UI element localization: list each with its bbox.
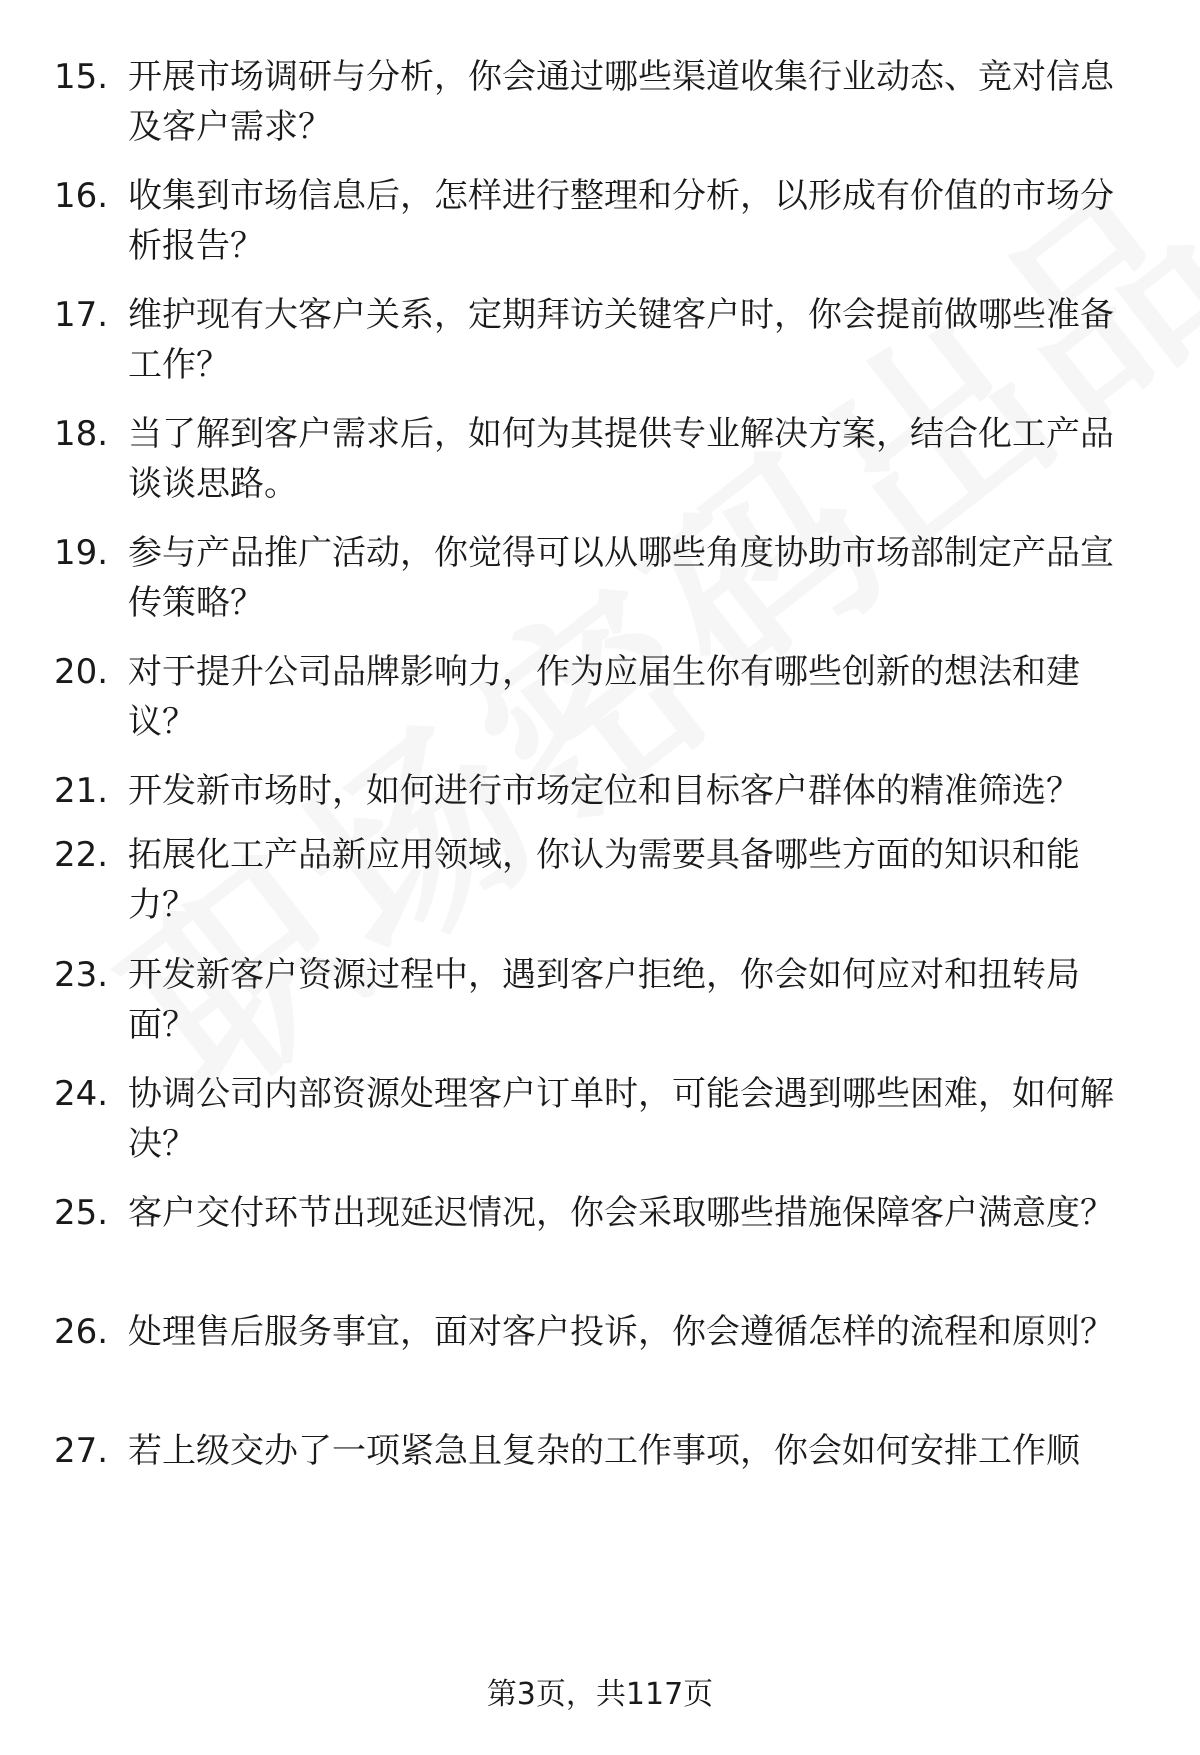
question-number: 19. xyxy=(54,533,109,573)
question-number: 21. xyxy=(54,771,109,811)
question-text: 处理售后服务事宜，面对客户投诉，你会遵循怎样的流程和原则？ xyxy=(128,1312,1114,1352)
question-number: 26. xyxy=(54,1312,109,1352)
question-number: 23. xyxy=(54,955,109,995)
question-text: 收集到市场信息后，怎样进行整理和分析，以形成有价值的市场分析报告？ xyxy=(128,176,1114,266)
question-text: 若上级交办了一项紧急且复杂的工作事项，你会如何安排工作顺 xyxy=(128,1431,1080,1471)
question-text: 当了解到客户需求后，如何为其提供专业解决方案，结合化工产品谈谈思路。 xyxy=(128,414,1114,504)
question-text: 协调公司内部资源处理客户订单时，可能会遇到哪些困难，如何解决？ xyxy=(128,1074,1114,1164)
question-text: 拓展化工产品新应用领域，你认为需要具备哪些方面的知识和能力？ xyxy=(128,835,1080,925)
question-number: 25. xyxy=(54,1193,109,1233)
question-number: 22. xyxy=(54,835,109,875)
question-number: 20. xyxy=(54,652,109,692)
question-text: 开展市场调研与分析，你会通过哪些渠道收集行业动态、竞对信息及客户需求？ xyxy=(128,57,1114,147)
question-text: 开发新市场时，如何进行市场定位和目标客户群体的精准筛选？ xyxy=(128,771,1080,811)
question-number: 16. xyxy=(54,176,109,216)
question-number: 27. xyxy=(54,1431,109,1471)
question-text: 客户交付环节出现延迟情况，你会采取哪些措施保障客户满意度？ xyxy=(128,1193,1114,1233)
question-number: 18. xyxy=(54,414,109,454)
question-text: 对于提升公司品牌影响力，作为应届生你有哪些创新的想法和建议？ xyxy=(128,652,1080,742)
question-number: 15. xyxy=(54,57,109,97)
question-text: 维护现有大客户关系，定期拜访关键客户时，你会提前做哪些准备工作？ xyxy=(128,295,1114,385)
question-number: 17. xyxy=(54,295,109,335)
question-text: 开发新客户资源过程中，遇到客户拒绝，你会如何应对和扭转局面？ xyxy=(128,955,1080,1045)
question-text: 参与产品推广活动，你觉得可以从哪些角度协助市场部制定产品宣传策略？ xyxy=(128,533,1114,623)
question-number: 24. xyxy=(54,1074,109,1114)
page-footer: 第3页，共117页 xyxy=(486,1677,714,1712)
